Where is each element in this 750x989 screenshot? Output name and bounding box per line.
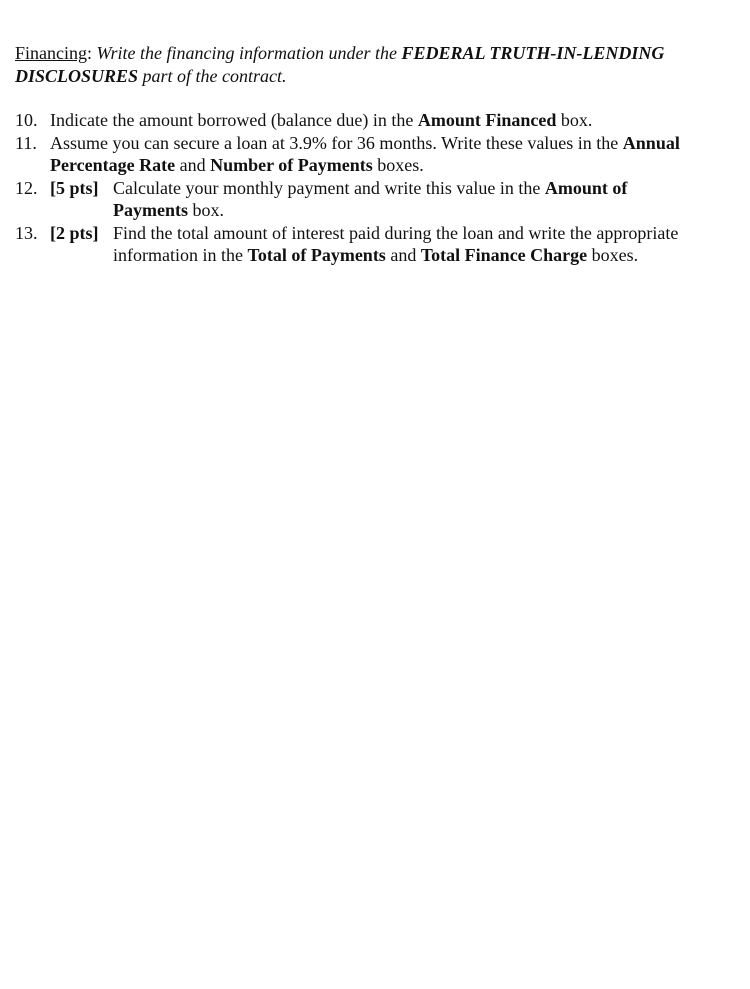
item-text: boxes. [587, 245, 639, 265]
total-of-payments-term: Total of Payments [247, 245, 386, 265]
item-text: Find the total amount of interest paid during the loan and write the appropriate information in the [113, 222, 679, 265]
item-text: Calculate your monthly payment and write this value in the [113, 177, 545, 198]
section-label: Financing [15, 43, 87, 63]
amount-financed-term: Amount Financed [417, 110, 557, 130]
amount-of-payments-term: Amount of Payments [113, 177, 628, 220]
item-text: and [385, 245, 421, 265]
financing-instructions [15, 42, 695, 87]
item-text: boxes. [372, 155, 424, 175]
total-finance-charge-term: Total Finance Charge [420, 245, 588, 265]
item-number: 10. [15, 110, 38, 130]
list-item-10 [15, 109, 695, 132]
apr-term: Annual Percentage Rate [50, 132, 680, 175]
item-number: 11. [15, 132, 37, 153]
list-item-13 [15, 222, 695, 267]
instruction-text-a: Write the financing information under the [96, 43, 402, 63]
item-text: and [175, 155, 211, 175]
document-page [15, 42, 695, 267]
item-text: box. [188, 200, 224, 220]
item-text: box. [556, 110, 593, 130]
item-text: Indicate the amount borrowed (balance due) in the [50, 110, 418, 130]
number-of-payments-term: Number of Payments [210, 155, 373, 175]
points-label: [5 pts] [50, 177, 99, 198]
section-colon: : [87, 43, 97, 63]
list-item-11 [15, 132, 695, 177]
list-item-12 [15, 177, 695, 222]
item-number: 12. [15, 177, 38, 198]
instruction-text-b: part of the contract. [138, 65, 287, 86]
item-number: 13. [15, 222, 38, 243]
disclosures-title: FEDERAL TRUTH-IN-LENDING DISCLOSURES [15, 43, 665, 86]
points-label: [2 pts] [50, 222, 99, 243]
item-text: Assume you can secure a loan at 3.9% for 36 months. Write these values in the [50, 132, 623, 153]
